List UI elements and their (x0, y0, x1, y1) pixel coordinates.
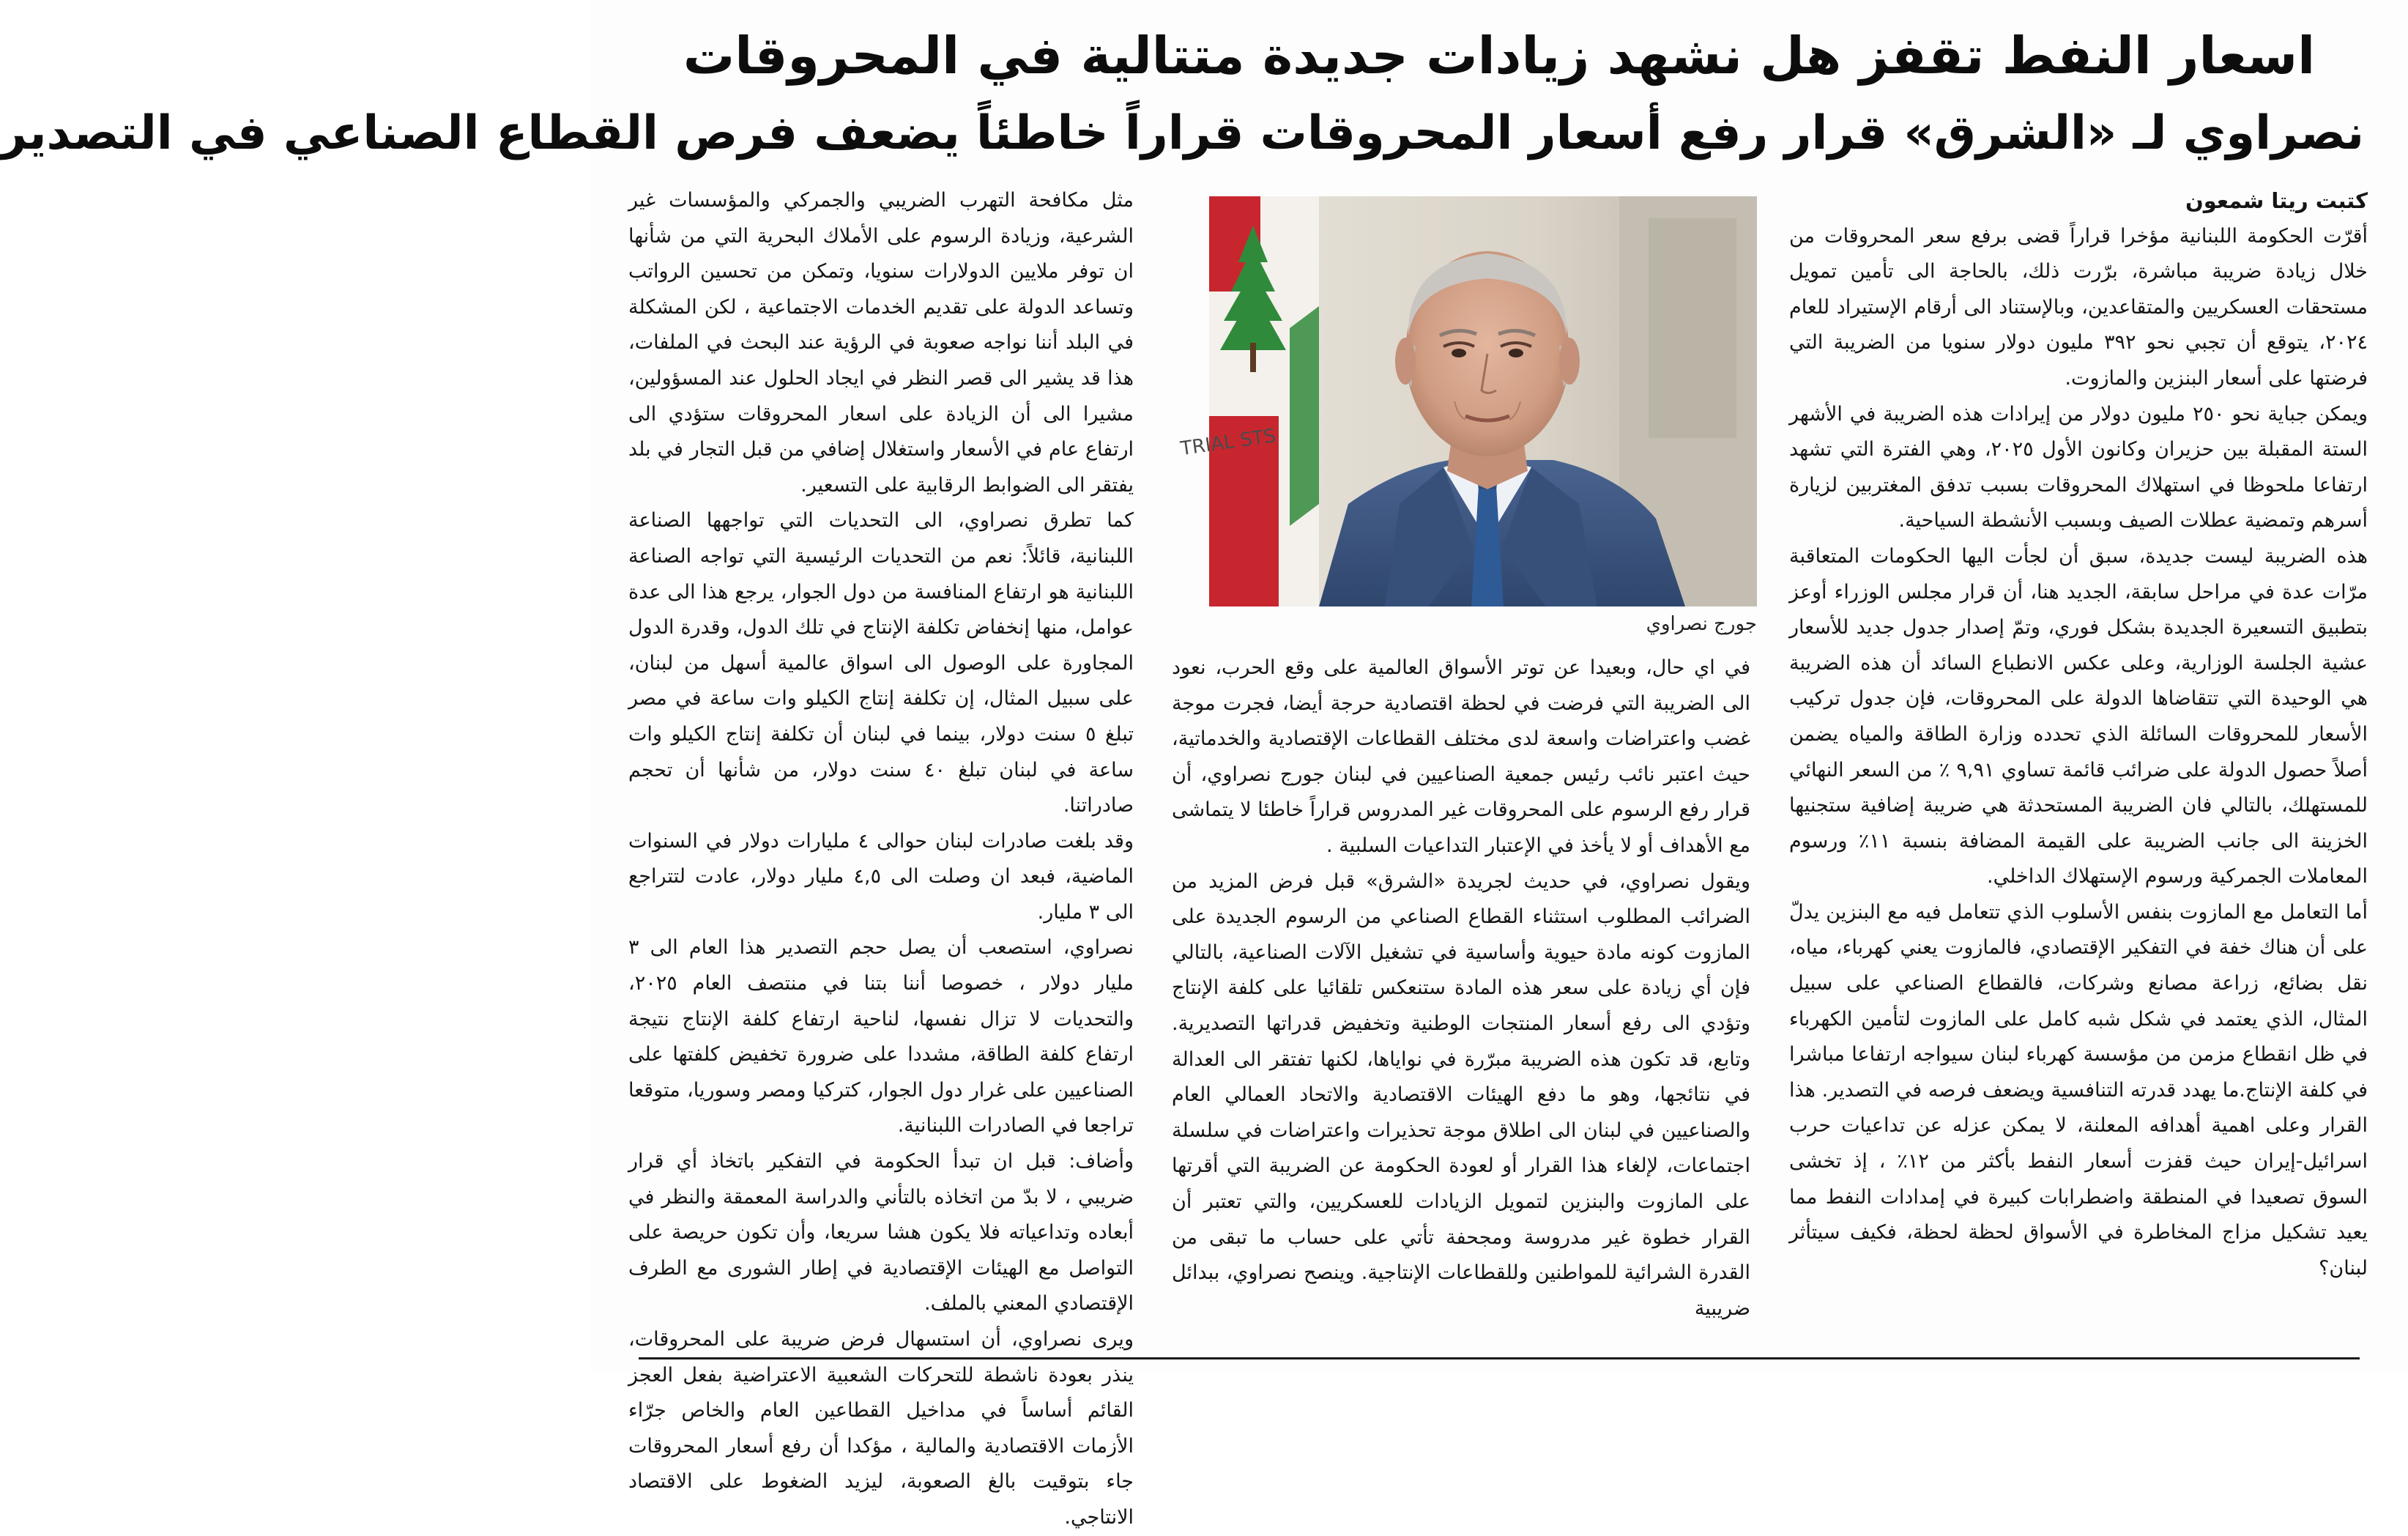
bottom-rule (639, 1357, 2360, 1359)
article-column-right (1789, 183, 2368, 1286)
paragraph: ويرى نصراوي، أن استسهال فرض ضريبة على المحروقات، ينذر بعودة ناشطة للتحركات الشعبية الاعتراضية بفعل العجز القائم أساساً في مداخيل القطاعين العام والخاص جرّاء الأزمات الاقتصادية والمالية ، مؤكدا أن رفع أسعار المحروقات جاء بتوقيت بالغ الصعوبة، ليزيد الضغوط على الاقتصاد الانتاجي. (628, 1328, 1134, 1529)
paragraph: كما تطرق نصراوي، الى التحديات التي تواجهها الصناعة اللبنانية، قائلاً: نعم من التحديات الرئيسية التي تواجه الصناعة اللبنانية هو ارتفاع المنافسة من دول الجوار، يرجع هذا الى عدة عوامل، منها إنخفاض تكلفة الإنتاج في تلك الدول، وقدرة الدول المجاورة على الوصول الى اسواق عالمية أسهل من لبنان، على سبيل المثال، إن تكلفة إنتاج الكيلو وات ساعة في مصر تبلغ ٥ سنت دولار، بينما في لبنان أن تكلفة إنتاج الكيلو وات ساعة في لبنان تبلغ ٤٠ سنت دولار، من شأنها أن تحجم صادراتنا. (628, 509, 1134, 817)
paragraph: ويمكن جباية نحو ٢٥٠ مليون دولار من إيرادات هذه الضريبة في الأشهر الستة المقبلة بين حزيران وكانون الأول ٢٠٢٥، وهي الفترة التي تشهد ارتفاعا ملحوظا في استهلاك المحروقات بسبب تدفق المغتربين لزيارة أسرهم وتمضية عطلات الصيف وبسبب الأنشطة السياحية. (1789, 402, 2368, 533)
portrait-illustration (1179, 196, 1757, 606)
paragraph: أما التعامل مع المازوت بنفس الأسلوب الذي تتعامل فيه مع البنزين يدلّ على أن هناك خفة في التفكير الإقتصادي، فالمازوت يعني كهرباء، مياه، نقل بضائع، زراعة مصانع وشركات، فالقطاع الصناعي على سبيل المثال، الذي يعتمد في شكل شبه كامل على المازوت لتأمين الكهرباء في ظل انقطاع مزمن من مؤسسة كهرباء لبنان سيواجه ارتفاعا مباشرا في كلفة الإنتاج.ما يهدد قدرته التنافسية ويضعف فرصه في التصدير. هذا القرار وعلى اهمية أهدافه المعلنة، لا يمكن عزله عن تداعيات حرب اسرائيل-إيران حيث قفزت أسعار النفط بأكثر من ١٢٪ ، إذ تخشى السوق تصعيدا في المنطقة واضطرابات كبيرة في إمدادات النفط مما يعيد تشكيل مزاج المخاطرة في الأسواق لحظة لحظة، فكيف سيتأثر لبنان؟ (1789, 900, 2368, 1280)
byline: كتبت ريتا شمعون (2185, 188, 2368, 213)
paragraph: في اي حال، وبعيدا عن توتر الأسواق العالمية على وقع الحرب، نعود الى الضريبة التي فرضت في لحظة اقتصادية حرجة أيضا، فجرت موجة غضب واعتراضات واسعة لدى مختلف القطاعات الإقتصادية والخدماتية، حيث اعتبر نائب رئيس جمعية الصناعيين في لبنان جورج نصراوي، أن قرار رفع الرسوم على المحروقات غير المدروس قراراً خاطئا لا يتماشى مع الأهداف أو لا يأخذ في الإعتبار التداعيات السلبية . (1172, 656, 1750, 857)
main-headline: اسعار النفط تقفز هل نشهد زيادات جديدة متتالية في المحروقات (683, 26, 2316, 86)
article-column-left (628, 183, 1134, 1536)
paragraph: هذه الضريبة ليست جديدة، سبق أن لجأت اليها الحكومات المتعاقبة مرّات عدة في مراحل سابقة، الجديد هنا، أن قرار مجلس الوزراء أوعز بتطبيق التسعيرة الجديدة بشكل فوري، وتمّ إصدار جدول جديد للأسعار عشية الجلسة الوزارية، وعلى عكس الانطباع السائد أن هذه الضريبة هي الوحيدة التي تتقاضاها الدولة على المحروقات، فإن جدول تركيب الأسعار للمحروقات السائلة الذي تحدده وزارة الطاقة والمياه يضمن أصلاً حصول الدولة على ضرائب قائمة تساوي ٩,٩١ ٪ من السعر النهائي للمستهلك، بالتالي فان الضريبة المستحدثة هي ضريبة إضافية ستجنيها الخزينة الى جانب الضريبة على القيمة المضافة بنسبة ١١٪ ورسوم المعاملات الجمركية ورسوم الإستهلاك الداخلي. (1789, 544, 2368, 888)
paragraph: أقرّت الحكومة اللبنانية مؤخرا قراراً قضى برفع سعر المحروقات من خلال زيادة ضريبة مباشرة، برّرت ذلك، بالحاجة الى تأمين تمويل مستحقات العسكريين والمتقاعدين، وبالإستناد الى أرقام الإستيراد للعام ٢٠٢٤، يتوقع أن تجبي نحو ٣٩٢ مليون دولار سنويا من الضريبة التي فرضتها على أسعار البنزين والمازوت. (1789, 224, 2368, 390)
sub-headline: نصراوي لـ «الشرق» قرار رفع أسعار المحروقات قراراً خاطئاً يضعف فرص القطاع الصناعي في التصدير (0, 106, 2364, 160)
paragraph: وأضاف: قبل ان تبدأ الحكومة في التفكير باتخاذ أي قرار ضريبي ، لا بدّ من اتخاذه بالتأني والدراسة المعمقة والنظر في أبعاده وتداعياته فلا يكون هشا سريعا، وأن تكون حريصة على التواصل مع الهيئات الإقتصادية في إطار الشورى مع الطرف الإقتصادي المعني بالملف. (628, 1150, 1134, 1316)
paragraph: ويقول نصراوي، في حديث لجريدة «الشرق» قبل فرض المزيد من الضرائب المطلوب استثناء القطاع الصناعي من الرسوم الجديدة على المازوت كونه مادة حيوية وأساسية في تشغيل الآلات الصناعية، بالتالي فإن أي زيادة على سعر هذه المادة ستنعكس تلقائيا على كلفة الإنتاج وتؤدي الى رفع أسعار المنتجات الوطنية وتخفيض قدراتها التصديرية. وتابع، قد تكون هذه الضريبة مبرّرة في نواياها، لكنها تفتقر الى العدالة في نتائجها، وهو ما دفع الهيئات الاقتصادية والاتحاد العمالي العام والصناعيين في لبنان الى اطلاق موجة تحذيرات واعتراضات في سلسلة اجتماعات، لإلغاء هذا القرار أو لعودة الحكومة عن الضريبة التي أقرتها على المازوت والبنزين لتمويل الزيادات للعسكريين، والتي تعتبر أن القرار خطوة غير مدروسة ومجحفة تأتي على حساب ما تبقى من القدرة الشرائية للمواطنين وللقطاعات الإنتاجية. وينصح نصراوي، ببدائل ضريبية (1172, 869, 1750, 1320)
portrait-photo (1179, 196, 1757, 606)
sign-text: TRIAL STS (1179, 425, 1277, 461)
paragraph: وقد بلغت صادرات لبنان حوالى ٤ مليارات دولار في السنوات الماضية، فبعد ان وصلت الى ٤,٥ مليار دولار، عادت لتتراجع الى ٣ مليار. (628, 829, 1134, 924)
photo-caption: جورج نصراوي (1646, 613, 1757, 635)
paragraph: نصراوي، استصعب أن يصل حجم التصدير هذا العام الى ٣ مليار دولار ، خصوصا أننا بتنا في منتصف العام ٢٠٢٥، والتحديات لا تزال نفسها، لناحية ارتفاع كلفة الإنتاج نتيجة ارتفاع كلفة الطاقة، مشددا على ضرورة تخفيض كلفتها على الصناعيين على غرار دول الجوار، كتركيا ومصر وسوريا، متوقعا تراجعا في الصادرات اللبنانية. (628, 936, 1134, 1138)
paragraph: مثل مكافحة التهرب الضريبي والجمركي والمؤسسات غير الشرعية، وزيادة الرسوم على الأملاك البحرية التي من شأنها ان توفر ملايين الدولارات سنويا، وتمكن من تحسين الرواتب وتساعد الدولة على تقديم الخدمات الاجتماعية ، لكن المشكلة في البلد أننا نواجه صعوبة في الرؤية عند البحث في الملفات، هذا قد يشير الى قصر النظر في ايجاد الحلول عند المسؤولين، مشيرا الى أن الزيادة على اسعار المحروقات ستؤدي الى ارتفاع عام في الأسعار واستغلال إضافي من قبل التجار في بلد يفتقر الى الضوابط الرقابية على التسعير. (628, 189, 1134, 497)
article-column-middle (1172, 650, 1750, 1327)
